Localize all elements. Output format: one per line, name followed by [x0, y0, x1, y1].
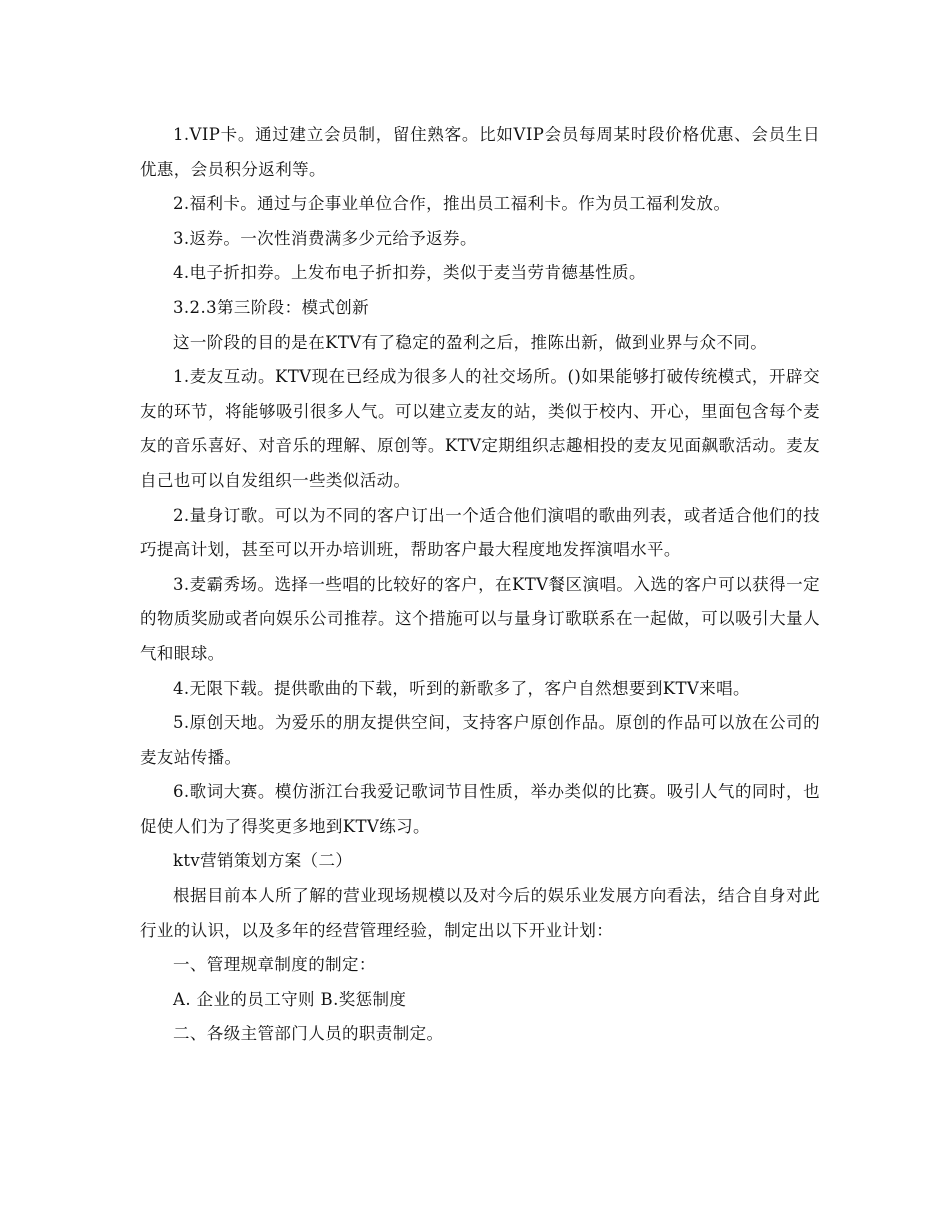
section-heading-plan-two: ktv营销策划方案（二）	[173, 851, 353, 871]
paragraph-mic-show: 3.麦霸秀场。选择一些唱的比较好的客户，在KTV餐区演唱。入选的客户可以获得一定的物质奖励或者向娱乐公司推荐。这个措施可以与量身订歌联系在一起做，可以吸引大量人气和眼球。	[140, 574, 820, 663]
paragraph-coupon-return: 3.返券。一次性消费满多少元给予返券。	[173, 228, 477, 248]
paragraph-stage-purpose: 这一阶段的目的是在KTV有了稳定的盈利之后，推陈出新，做到业界与众不同。	[173, 332, 768, 352]
paragraph-unlimited-download: 4.无限下载。提供歌曲的下载，听到的新歌多了，客户自然想要到KTV来唱。	[173, 678, 750, 698]
section-heading-stage-three: 3.2.3第三阶段：模式创新	[173, 297, 370, 317]
paragraph-mic-friends: 1.麦友互动。KTV现在已经成为很多人的社交场所。()如果能够打破传统模式，开辟交友的环节，将能够吸引很多人气。可以建立麦友的站，类似于校内、开心，里面包含每个麦友的音乐喜好、对音乐的理解、原创等。KTV定期组织志趣相投的麦友见面飙歌活动。麦友自己也可以自发组织一些类似活动。	[140, 367, 820, 490]
paragraph-custom-songs: 2.量身订歌。可以为不同的客户订出一个适合他们演唱的歌曲列表，或者适合他们的技巧提高计划，甚至可以开办培训班，帮助客户最大程度地发挥演唱水平。	[140, 505, 820, 560]
paragraph-welfare-card: 2.福利卡。通过与企事业单位合作，推出员工福利卡。作为员工福利发放。	[173, 194, 731, 214]
paragraph-e-coupon: 4.电子折扣券。上发布电子折扣券，类似于麦当劳肯德基性质。	[173, 263, 646, 283]
document-body	[140, 118, 820, 1052]
list-item-duties: 二、各级主管部门人员的职责制定。	[173, 1024, 444, 1044]
paragraph-plan-intro: 根据目前本人所了解的营业现场规模以及对今后的娱乐业发展方向看法，结合自身对此行业的认识，以及多年的经营管理经验，制定出以下开业计划：	[140, 886, 820, 940]
list-item-rules-detail: A. 企业的员工守则 B.奖惩制度	[173, 989, 407, 1009]
paragraph-lyrics-contest: 6.歌词大赛。模仿浙江台我爱记歌词节目性质，举办类似的比赛。吸引人气的同时，也促使人们为了得奖更多地到KTV练习。	[140, 782, 820, 836]
paragraph-original-world: 5.原创天地。为爱乐的朋友提供空间，支持客户原创作品。原创的作品可以放在公司的麦友站传播。	[140, 713, 820, 767]
list-item-rules: 一、管理规章制度的制定：	[173, 955, 376, 975]
paragraph-vip-card: 1.VIP卡。通过建立会员制，留住熟客。比如VIP会员每周某时段价格优惠、会员生日优惠，会员积分返利等。	[140, 125, 820, 179]
